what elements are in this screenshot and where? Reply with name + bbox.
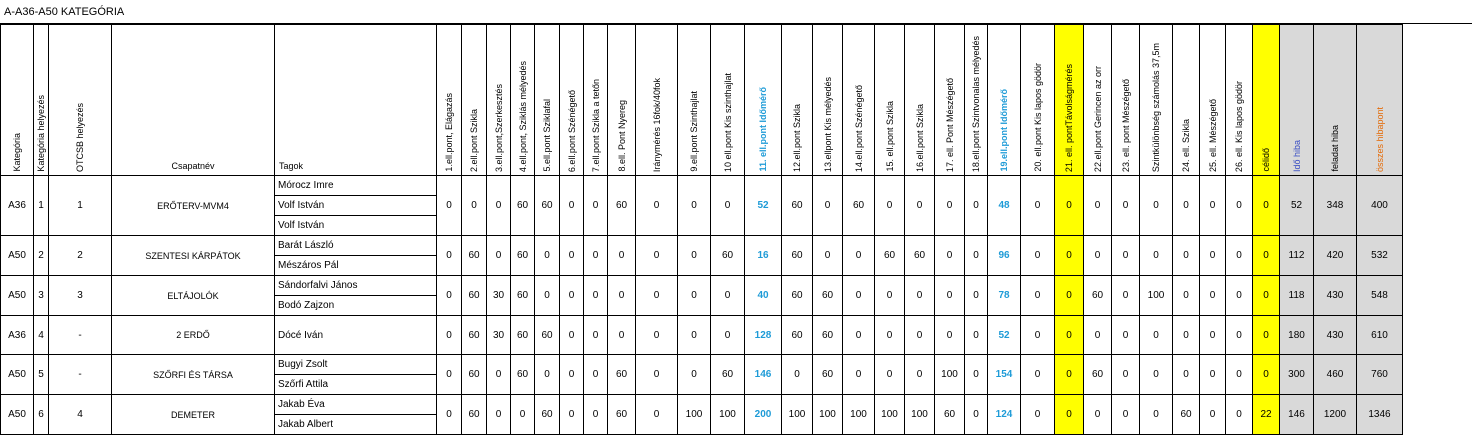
cell-value: 60 [511, 316, 535, 355]
cell-value: 0 [608, 316, 636, 355]
cell-value: 60 [782, 176, 813, 236]
cell-value: 0 [1084, 236, 1112, 276]
cell-csapatnev: 2 ERDŐ [112, 316, 275, 355]
cell-value: 0 [1084, 176, 1112, 236]
cell-value: 48 [988, 176, 1021, 236]
cell-value: 60 [462, 236, 487, 276]
cell-value: 100 [843, 395, 875, 435]
cell-value: 0 [535, 276, 560, 316]
cell-value: 0 [1226, 276, 1253, 316]
cell-value: 0 [1226, 395, 1253, 435]
cell-member: Bugyi Zsolt [275, 355, 437, 375]
cell-value: 0 [1084, 316, 1112, 355]
cell-value: 0 [535, 236, 560, 276]
cell-value: 0 [1226, 236, 1253, 276]
cell-value: 0 [636, 355, 678, 395]
cell-value: 0 [1112, 355, 1140, 395]
header-point: 9.ell.pont Szinthajlat [678, 25, 711, 176]
cell-value: 60 [462, 316, 487, 355]
cell-value: 0 [813, 176, 843, 236]
cell-value: 100 [782, 395, 813, 435]
cell-value: 52 [988, 316, 1021, 355]
cell-value: 100 [905, 395, 935, 435]
cell-value: 760 [1357, 355, 1403, 395]
cell-value: 0 [1021, 395, 1055, 435]
header-point: 8.ell. Pont Nyereg [608, 25, 636, 176]
cell-value: 0 [1055, 316, 1084, 355]
cell-value: 0 [560, 276, 584, 316]
table-row [1, 236, 1403, 256]
cell-value: 0 [678, 355, 711, 395]
cell-value: 154 [988, 355, 1021, 395]
cell-value: 1346 [1357, 395, 1403, 435]
cell-value: 52 [1280, 176, 1314, 236]
header-point: 1.ell.pont, Elágazás [437, 25, 462, 176]
cell-value: 0 [711, 176, 745, 236]
cell-value: 0 [636, 316, 678, 355]
header-row [1, 25, 1403, 176]
cell-value: 0 [437, 316, 462, 355]
cell-value: 0 [1112, 316, 1140, 355]
cell-value: 60 [1084, 276, 1112, 316]
cell-member: Volf István [275, 196, 437, 216]
header-point: 14.ell.pont Szénégető [843, 25, 875, 176]
cell-value: 78 [988, 276, 1021, 316]
cell-value: 100 [678, 395, 711, 435]
cell-value: 60 [905, 236, 935, 276]
cell-value: 0 [965, 316, 988, 355]
cell-value: 60 [813, 316, 843, 355]
cell-value: 0 [584, 316, 608, 355]
cell-value: 430 [1314, 316, 1357, 355]
header-kategoria-helyezes: Kategória helyezés [34, 25, 49, 176]
cell-value: 0 [487, 236, 511, 276]
header-point: 23. ell. pont Mészégető [1112, 25, 1140, 176]
cell-value: 0 [584, 236, 608, 276]
cell-csapatnev: ELTÁJOLÓK [112, 276, 275, 316]
cell-value: 180 [1280, 316, 1314, 355]
cell-kategoria: A50 [1, 276, 34, 316]
header-kategoria: Kategória [1, 25, 34, 176]
cell-value: 0 [1112, 395, 1140, 435]
header-csapatnev: Csapatnév [112, 25, 275, 176]
cell-kategoria: A50 [1, 236, 34, 276]
header-point: 2.ell.pont Szikla [462, 25, 487, 176]
cell-value: 60 [1084, 355, 1112, 395]
cell-value: 0 [1253, 316, 1280, 355]
header-point: 4.ell.pont, Sziklás mélyedés [511, 25, 535, 176]
cell-kategoria: A50 [1, 355, 34, 395]
cell-value: 30 [487, 276, 511, 316]
cell-member: Barát László [275, 236, 437, 256]
header-point: 22.ell.pont Gerincen az orr [1084, 25, 1112, 176]
cell-value: 0 [1200, 236, 1226, 276]
cell-value: 1200 [1314, 395, 1357, 435]
cell-value: 60 [511, 236, 535, 276]
cell-value: 0 [1055, 276, 1084, 316]
cell-value: 0 [437, 176, 462, 236]
cell-value: 60 [511, 355, 535, 395]
cell-value: 0 [1112, 176, 1140, 236]
cell-value: 0 [678, 236, 711, 276]
cell-value: 0 [584, 276, 608, 316]
cell-csapatnev: SZENTESI KÁRPÁTOK [112, 236, 275, 276]
cell-value: 0 [487, 176, 511, 236]
cell-value: 100 [875, 395, 905, 435]
cell-value: 0 [1140, 176, 1173, 236]
cell-value: 0 [1200, 316, 1226, 355]
cell-value: 60 [875, 236, 905, 276]
cell-value: 0 [875, 316, 905, 355]
cell-value: 112 [1280, 236, 1314, 276]
cell-value: 0 [1173, 236, 1200, 276]
cell-value: 60 [843, 176, 875, 236]
header-point: összes hibapont [1357, 25, 1403, 176]
cell-value: 548 [1357, 276, 1403, 316]
cell-value: 0 [535, 355, 560, 395]
header-point: feladat hiba [1314, 25, 1357, 176]
cell-value: 0 [1055, 176, 1084, 236]
table-row [1, 276, 1403, 296]
cell-value: 0 [1253, 276, 1280, 316]
cell-value: 0 [584, 355, 608, 395]
cell-member: Volf István [275, 216, 437, 236]
cell-value: 0 [560, 395, 584, 435]
cell-otcsb: - [49, 355, 112, 395]
cell-value: 60 [511, 176, 535, 236]
cell-value: 0 [1021, 316, 1055, 355]
cell-helyezes: 4 [34, 316, 49, 355]
cell-value: 60 [535, 316, 560, 355]
cell-otcsb: 3 [49, 276, 112, 316]
cell-value: 430 [1314, 276, 1357, 316]
cell-value: 0 [1200, 276, 1226, 316]
header-point: 10 ell.pont Kis szinthajlat [711, 25, 745, 176]
cell-member: Bodó Zajzon [275, 296, 437, 316]
cell-value: 60 [1173, 395, 1200, 435]
header-point: célidő [1253, 25, 1280, 176]
cell-otcsb: 2 [49, 236, 112, 276]
cell-member: Jakab Albert [275, 415, 437, 435]
cell-value: 0 [1173, 176, 1200, 236]
cell-value: 300 [1280, 355, 1314, 395]
cell-value: 0 [1112, 276, 1140, 316]
cell-value: 60 [462, 276, 487, 316]
cell-value: 0 [1173, 316, 1200, 355]
table-row [1, 176, 1403, 196]
cell-value: 0 [678, 176, 711, 236]
header-tagok: Tagok [275, 25, 437, 176]
cell-helyezes: 1 [34, 176, 49, 236]
cell-value: 0 [560, 236, 584, 276]
cell-value: 0 [1253, 355, 1280, 395]
cell-value: 0 [678, 276, 711, 316]
header-point: 16.ell.pont Szikla [905, 25, 935, 176]
cell-value: 0 [935, 276, 965, 316]
cell-value: 0 [584, 395, 608, 435]
header-point: Idő hiba [1280, 25, 1314, 176]
cell-value: 60 [782, 236, 813, 276]
cell-value: 0 [905, 316, 935, 355]
cell-value: 0 [437, 236, 462, 276]
cell-value: 0 [782, 355, 813, 395]
cell-member: Szőrfi Attila [275, 375, 437, 395]
header-point: 20. ell.pont Kis lapos gödör [1021, 25, 1055, 176]
cell-value: 124 [988, 395, 1021, 435]
cell-value: 0 [1173, 276, 1200, 316]
cell-value: 0 [1021, 276, 1055, 316]
cell-value: 0 [678, 316, 711, 355]
cell-value: 0 [935, 316, 965, 355]
header-point: 19.ell.pont Időmérő [988, 25, 1021, 176]
cell-value: 0 [965, 355, 988, 395]
cell-value: 0 [636, 176, 678, 236]
cell-value: 146 [1280, 395, 1314, 435]
header-point: 7.ell.pont Szikla a tetőn [584, 25, 608, 176]
cell-value: 0 [1200, 395, 1226, 435]
cell-value: 60 [608, 355, 636, 395]
cell-value: 0 [965, 176, 988, 236]
cell-value: 0 [437, 395, 462, 435]
cell-member: Dócé Iván [275, 316, 437, 355]
cell-csapatnev: DEMETER [112, 395, 275, 435]
table-row [1, 355, 1403, 375]
cell-value: 0 [711, 276, 745, 316]
table-row [1, 395, 1403, 415]
cell-value: 0 [843, 316, 875, 355]
cell-value: 0 [636, 276, 678, 316]
cell-value: 118 [1280, 276, 1314, 316]
cell-csapatnev: SZŐRFI ÉS TÁRSA [112, 355, 275, 395]
cell-value: 100 [711, 395, 745, 435]
cell-kategoria: A36 [1, 316, 34, 355]
cell-value: 0 [813, 236, 843, 276]
cell-value: 0 [905, 176, 935, 236]
cell-kategoria: A36 [1, 176, 34, 236]
cell-value: 0 [1140, 395, 1173, 435]
cell-value: 0 [965, 276, 988, 316]
cell-value: 0 [843, 236, 875, 276]
cell-value: 60 [813, 355, 843, 395]
cell-value: 0 [608, 276, 636, 316]
cell-value: 60 [535, 395, 560, 435]
cell-value: 60 [813, 276, 843, 316]
cell-value: 400 [1357, 176, 1403, 236]
cell-value: 0 [511, 395, 535, 435]
cell-value: 0 [875, 276, 905, 316]
cell-value: 0 [636, 395, 678, 435]
header-point: 3.ell.pont,Szerkesztés [487, 25, 511, 176]
cell-value: 0 [875, 176, 905, 236]
cell-member: Mészáros Pál [275, 256, 437, 276]
cell-otcsb: 1 [49, 176, 112, 236]
cell-otcsb: - [49, 316, 112, 355]
cell-value: 60 [608, 395, 636, 435]
cell-value: 0 [560, 316, 584, 355]
header-point: Iránymérés 16fok/40fok [636, 25, 678, 176]
header-point: 13.ellpont Kis mélyedés [813, 25, 843, 176]
cell-value: 0 [875, 355, 905, 395]
cell-value: 0 [905, 355, 935, 395]
cell-value: 0 [1200, 176, 1226, 236]
cell-value: 60 [462, 355, 487, 395]
table-row [1, 316, 1403, 355]
cell-value: 348 [1314, 176, 1357, 236]
header-point: 26. ell. Kis lapos gödör [1226, 25, 1253, 176]
cell-csapatnev: ERŐTERV-MVM4 [112, 176, 275, 236]
cell-value: 60 [711, 236, 745, 276]
header-point: 21. ell. pontTávolságmérés [1055, 25, 1084, 176]
cell-otcsb: 4 [49, 395, 112, 435]
cell-value: 60 [711, 355, 745, 395]
cell-value: 0 [584, 176, 608, 236]
header-otcsb-helyezes: OTCSB helyezés [49, 25, 112, 176]
header-point: 25. ell. Mészégető [1200, 25, 1226, 176]
cell-value: 146 [745, 355, 782, 395]
cell-value: 40 [745, 276, 782, 316]
cell-value: 60 [782, 276, 813, 316]
cell-value: 52 [745, 176, 782, 236]
cell-value: 0 [1021, 355, 1055, 395]
cell-value: 100 [1140, 276, 1173, 316]
cell-value: 0 [487, 355, 511, 395]
cell-value: 30 [487, 316, 511, 355]
cell-value: 420 [1314, 236, 1357, 276]
cell-value: 128 [745, 316, 782, 355]
header-point: Szintkülönbség számolás 37,5m [1140, 25, 1173, 176]
cell-value: 16 [745, 236, 782, 276]
cell-value: 100 [935, 355, 965, 395]
cell-value: 96 [988, 236, 1021, 276]
header-point: 6.ell.pont Szénégető [560, 25, 584, 176]
cell-value: 0 [711, 316, 745, 355]
cell-kategoria: A50 [1, 395, 34, 435]
cell-value: 0 [437, 355, 462, 395]
cell-value: 0 [437, 276, 462, 316]
cell-value: 60 [935, 395, 965, 435]
cell-value: 0 [560, 355, 584, 395]
header-point: 11. ell.pont Időmérő [745, 25, 782, 176]
cell-helyezes: 5 [34, 355, 49, 395]
cell-value: 532 [1357, 236, 1403, 276]
cell-value: 0 [1021, 236, 1055, 276]
cell-value: 0 [1200, 355, 1226, 395]
header-point: 17. ell. Pont Mészégető [935, 25, 965, 176]
cell-value: 0 [965, 236, 988, 276]
cell-value: 0 [1055, 355, 1084, 395]
cell-value: 60 [462, 395, 487, 435]
cell-value: 0 [1140, 355, 1173, 395]
cell-value: 200 [745, 395, 782, 435]
cell-member: Jakab Éva [275, 395, 437, 415]
cell-value: 0 [843, 276, 875, 316]
cell-value: 0 [1055, 236, 1084, 276]
results-table [0, 24, 1403, 435]
cell-value: 0 [462, 176, 487, 236]
cell-value: 0 [1055, 395, 1084, 435]
cell-value: 0 [608, 236, 636, 276]
cell-value: 0 [1173, 355, 1200, 395]
cell-value: 0 [965, 395, 988, 435]
cell-helyezes: 3 [34, 276, 49, 316]
cell-value: 0 [1226, 316, 1253, 355]
cell-value: 0 [935, 176, 965, 236]
cell-value: 0 [1226, 176, 1253, 236]
cell-member: Sándorfalvi János [275, 276, 437, 296]
cell-value: 0 [560, 176, 584, 236]
cell-value: 60 [535, 176, 560, 236]
cell-value: 0 [1084, 395, 1112, 435]
cell-helyezes: 6 [34, 395, 49, 435]
cell-value: 610 [1357, 316, 1403, 355]
cell-member: Mórocz Imre [275, 176, 437, 196]
header-point: 5.ell.pont Sziklafal [535, 25, 560, 176]
header-point: 18.ell.pont Szintvonalas mélyedés [965, 25, 988, 176]
cell-value: 0 [1253, 236, 1280, 276]
cell-value: 0 [636, 236, 678, 276]
cell-value: 100 [813, 395, 843, 435]
cell-value: 0 [1140, 236, 1173, 276]
cell-value: 0 [1140, 316, 1173, 355]
cell-value: 460 [1314, 355, 1357, 395]
header-point: 15. ell.pont Szikla [875, 25, 905, 176]
cell-value: 0 [1021, 176, 1055, 236]
cell-value: 0 [905, 276, 935, 316]
cell-value: 0 [1112, 236, 1140, 276]
header-point: 12.ell.pont Szikla [782, 25, 813, 176]
cell-value: 22 [1253, 395, 1280, 435]
cell-value: 0 [935, 236, 965, 276]
cell-helyezes: 2 [34, 236, 49, 276]
cell-value: 60 [511, 276, 535, 316]
cell-value: 60 [608, 176, 636, 236]
cell-value: 0 [1226, 355, 1253, 395]
cell-value: 0 [843, 355, 875, 395]
header-point: 24. ell. Szikla [1173, 25, 1200, 176]
cell-value: 0 [1253, 176, 1280, 236]
cell-value: 60 [782, 316, 813, 355]
cell-value: 0 [487, 395, 511, 435]
sheet-title: A-A36-A50 KATEGÓRIA [0, 0, 1472, 24]
